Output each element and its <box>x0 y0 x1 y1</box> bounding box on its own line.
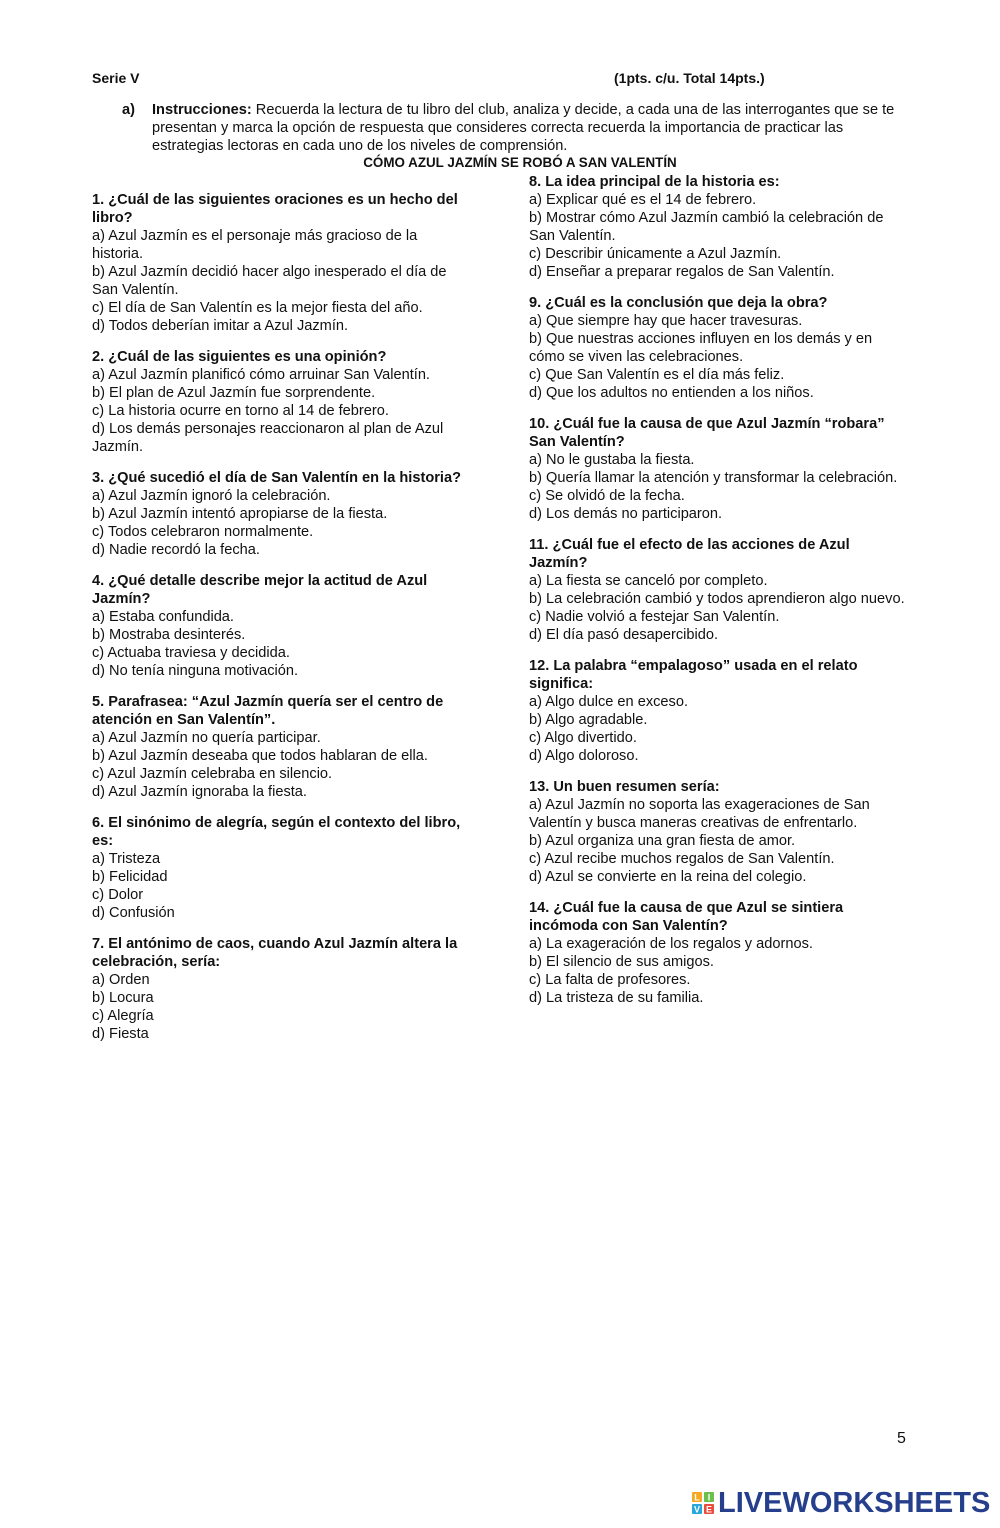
question-item <box>92 469 470 559</box>
answer-option[interactable]: d) Los demás no participaron. <box>529 506 723 522</box>
answer-option[interactable]: a) Azul Jazmín no quería participar. <box>92 730 321 746</box>
question-item <box>529 899 909 1007</box>
svg-text:E: E <box>705 1504 713 1514</box>
instructions-label: Instrucciones: <box>152 102 252 118</box>
question-item <box>92 348 470 456</box>
answer-option[interactable]: c) Describir únicamente a Azul Jazmín. <box>529 246 782 262</box>
svg-text:L: L <box>694 1492 700 1503</box>
answer-option[interactable]: d) Azul se convierte en la reina del colegio. <box>529 869 807 885</box>
answer-option[interactable]: d) Nadie recordó la fecha. <box>92 542 260 558</box>
page-number: 5 <box>897 1430 906 1447</box>
answer-option[interactable]: a) No le gustaba la fiesta. <box>529 452 695 468</box>
story-title: CÓMO AZUL JAZMÍN SE ROBÓ A SAN VALENTÍN <box>363 155 677 170</box>
question-text: 7. El antónimo de caos, cuando Azul Jazmín altera la celebración, sería: <box>92 936 458 970</box>
question-item <box>92 935 470 1043</box>
answer-option[interactable]: a) Azul Jazmín planificó cómo arruinar San Valentín. <box>92 367 430 383</box>
answer-option[interactable]: c) Dolor <box>92 887 144 903</box>
question-text: 3. ¿Qué sucedió el día de San Valentín en la historia? <box>92 470 461 486</box>
answer-option[interactable]: c) Azul recibe muchos regalos de San Valentín. <box>529 851 835 867</box>
question-text: 6. El sinónimo de alegría, según el contexto del libro, es: <box>92 815 461 849</box>
answer-option[interactable]: b) Azul Jazmín deseaba que todos hablaran de ella. <box>92 748 428 764</box>
answer-option[interactable]: c) Que San Valentín es el día más feliz. <box>529 367 785 383</box>
answer-option[interactable]: d) No tenía ninguna motivación. <box>92 663 299 679</box>
answer-option[interactable]: c) Azul Jazmín celebraba en silencio. <box>92 766 333 782</box>
question-text: 8. La idea principal de la historia es: <box>529 174 780 190</box>
answer-option[interactable]: d) Los demás personajes reaccionaron al plan de Azul Jazmín. <box>92 421 444 455</box>
answer-option[interactable]: b) Algo agradable. <box>529 712 648 728</box>
answer-option[interactable]: d) Confusión <box>92 905 175 921</box>
answer-option[interactable]: b) La celebración cambió y todos aprendieron algo nuevo. <box>529 591 905 607</box>
answer-option[interactable]: b) Que nuestras acciones influyen en los demás y en cómo se viven las celebraciones. <box>529 331 873 365</box>
answer-option[interactable]: a) Que siempre hay que hacer travesuras. <box>529 313 803 329</box>
answer-option[interactable]: d) La tristeza de su familia. <box>529 990 704 1006</box>
instructions <box>122 101 912 155</box>
answer-option[interactable]: b) Mostrar cómo Azul Jazmín cambió la celebración de San Valentín. <box>529 210 884 244</box>
answer-option[interactable]: b) Mostraba desinterés. <box>92 627 246 643</box>
question-item <box>529 778 909 886</box>
answer-option[interactable]: d) Que los adultos no entienden a los niños. <box>529 385 814 401</box>
answer-option[interactable]: a) La exageración de los regalos y adornos. <box>529 936 813 952</box>
answer-option[interactable]: b) Azul organiza una gran fiesta de amor. <box>529 833 796 849</box>
instructions-letter: a) <box>122 102 135 118</box>
answer-option[interactable]: c) La historia ocurre en torno al 14 de febrero. <box>92 403 389 419</box>
answer-option[interactable]: d) Algo doloroso. <box>529 748 639 764</box>
answer-option[interactable]: a) Algo dulce en exceso. <box>529 694 689 710</box>
svg-text:I: I <box>707 1492 711 1503</box>
points-label: (1pts. c/u. Total 14pts.) <box>614 70 765 86</box>
question-item <box>529 536 909 644</box>
question-item <box>529 657 909 765</box>
liveworksheets-wordmark: LIVEWORKSHEETS <box>718 1486 991 1519</box>
right-question-column <box>529 173 909 1020</box>
svg-text:V: V <box>693 1504 701 1514</box>
liveworksheets-brand <box>692 1485 990 1521</box>
answer-option[interactable]: d) Enseñar a preparar regalos de San Valentín. <box>529 264 835 280</box>
answer-option[interactable]: c) Todos celebraron normalmente. <box>92 524 314 540</box>
answer-option[interactable]: b) Azul Jazmín intentó apropiarse de la fiesta. <box>92 506 388 522</box>
answer-option[interactable]: b) Felicidad <box>92 869 168 885</box>
series-label: Serie V <box>92 70 140 86</box>
answer-option[interactable]: b) El silencio de sus amigos. <box>529 954 714 970</box>
question-text: 13. Un buen resumen sería: <box>529 779 720 795</box>
question-text: 5. Parafrasea: “Azul Jazmín quería ser el centro de atención en San Valentín”. <box>92 694 444 728</box>
answer-option[interactable]: c) La falta de profesores. <box>529 972 691 988</box>
question-text: 1. ¿Cuál de las siguientes oraciones es un hecho del libro? <box>92 192 458 226</box>
answer-option[interactable]: d) Azul Jazmín ignoraba la fiesta. <box>92 784 307 800</box>
answer-option[interactable]: d) El día pasó desapercibido. <box>529 627 719 643</box>
instructions-text: Recuerda la lectura de tu libro del club, analiza y decide, a cada una de las interrogantes que se te presentan y marca la opción de respuesta que consideres correcta recuerda la importancia de practicar las estrategias lectoras en cada uno de los niveles de comprensión. <box>152 102 895 154</box>
answer-option[interactable]: a) Explicar qué es el 14 de febrero. <box>529 192 757 208</box>
answer-option[interactable]: a) Estaba confundida. <box>92 609 234 625</box>
question-text: 14. ¿Cuál fue la causa de que Azul se sintiera incómoda con San Valentín? <box>529 900 844 934</box>
question-text: 10. ¿Cuál fue la causa de que Azul Jazmín “robara” San Valentín? <box>529 416 885 450</box>
question-text: 12. La palabra “empalagoso” usada en el relato significa: <box>529 658 858 692</box>
question-item <box>92 191 470 335</box>
answer-option[interactable]: c) Algo divertido. <box>529 730 637 746</box>
answer-option[interactable]: b) Azul Jazmín decidió hacer algo inesperado el día de San Valentín. <box>92 264 447 298</box>
liveworksheets-logo-icon <box>692 1492 714 1514</box>
instructions-body <box>152 101 912 155</box>
question-text: 2. ¿Cuál de las siguientes es una opinión? <box>92 349 387 365</box>
answer-option[interactable]: c) Alegría <box>92 1008 154 1024</box>
answer-option[interactable]: c) El día de San Valentín es la mejor fiesta del año. <box>92 300 423 316</box>
question-item <box>529 173 909 281</box>
question-text: 4. ¿Qué detalle describe mejor la actitud de Azul Jazmín? <box>92 573 428 607</box>
answer-option[interactable]: b) Locura <box>92 990 154 1006</box>
answer-option[interactable]: a) Azul Jazmín no soporta las exageraciones de San Valentín y busca maneras creativas de enfrentarlo. <box>529 797 870 831</box>
left-question-column <box>92 191 470 1056</box>
question-text: 11. ¿Cuál fue el efecto de las acciones de Azul Jazmín? <box>529 537 850 571</box>
answer-option[interactable]: b) Quería llamar la atención y transformar la celebración. <box>529 470 898 486</box>
answer-option[interactable]: d) Fiesta <box>92 1026 149 1042</box>
question-text: 9. ¿Cuál es la conclusión que deja la obra? <box>529 295 828 311</box>
question-item <box>529 294 909 402</box>
answer-option[interactable]: a) Tristeza <box>92 851 161 867</box>
answer-option[interactable]: c) Nadie volvió a festejar San Valentín. <box>529 609 780 625</box>
question-item <box>529 415 909 523</box>
answer-option[interactable]: b) El plan de Azul Jazmín fue sorprendente. <box>92 385 376 401</box>
question-item <box>92 572 470 680</box>
question-item <box>92 693 470 801</box>
answer-option[interactable]: a) Azul Jazmín ignoró la celebración. <box>92 488 331 504</box>
answer-option[interactable]: a) La fiesta se canceló por completo. <box>529 573 768 589</box>
answer-option[interactable]: a) Azul Jazmín es el personaje más gracioso de la historia. <box>92 228 418 262</box>
answer-option[interactable]: a) Orden <box>92 972 150 988</box>
answer-option[interactable]: d) Todos deberían imitar a Azul Jazmín. <box>92 318 349 334</box>
question-item <box>92 814 470 922</box>
answer-option[interactable]: c) Se olvidó de la fecha. <box>529 488 685 504</box>
answer-option[interactable]: c) Actuaba traviesa y decidida. <box>92 645 290 661</box>
